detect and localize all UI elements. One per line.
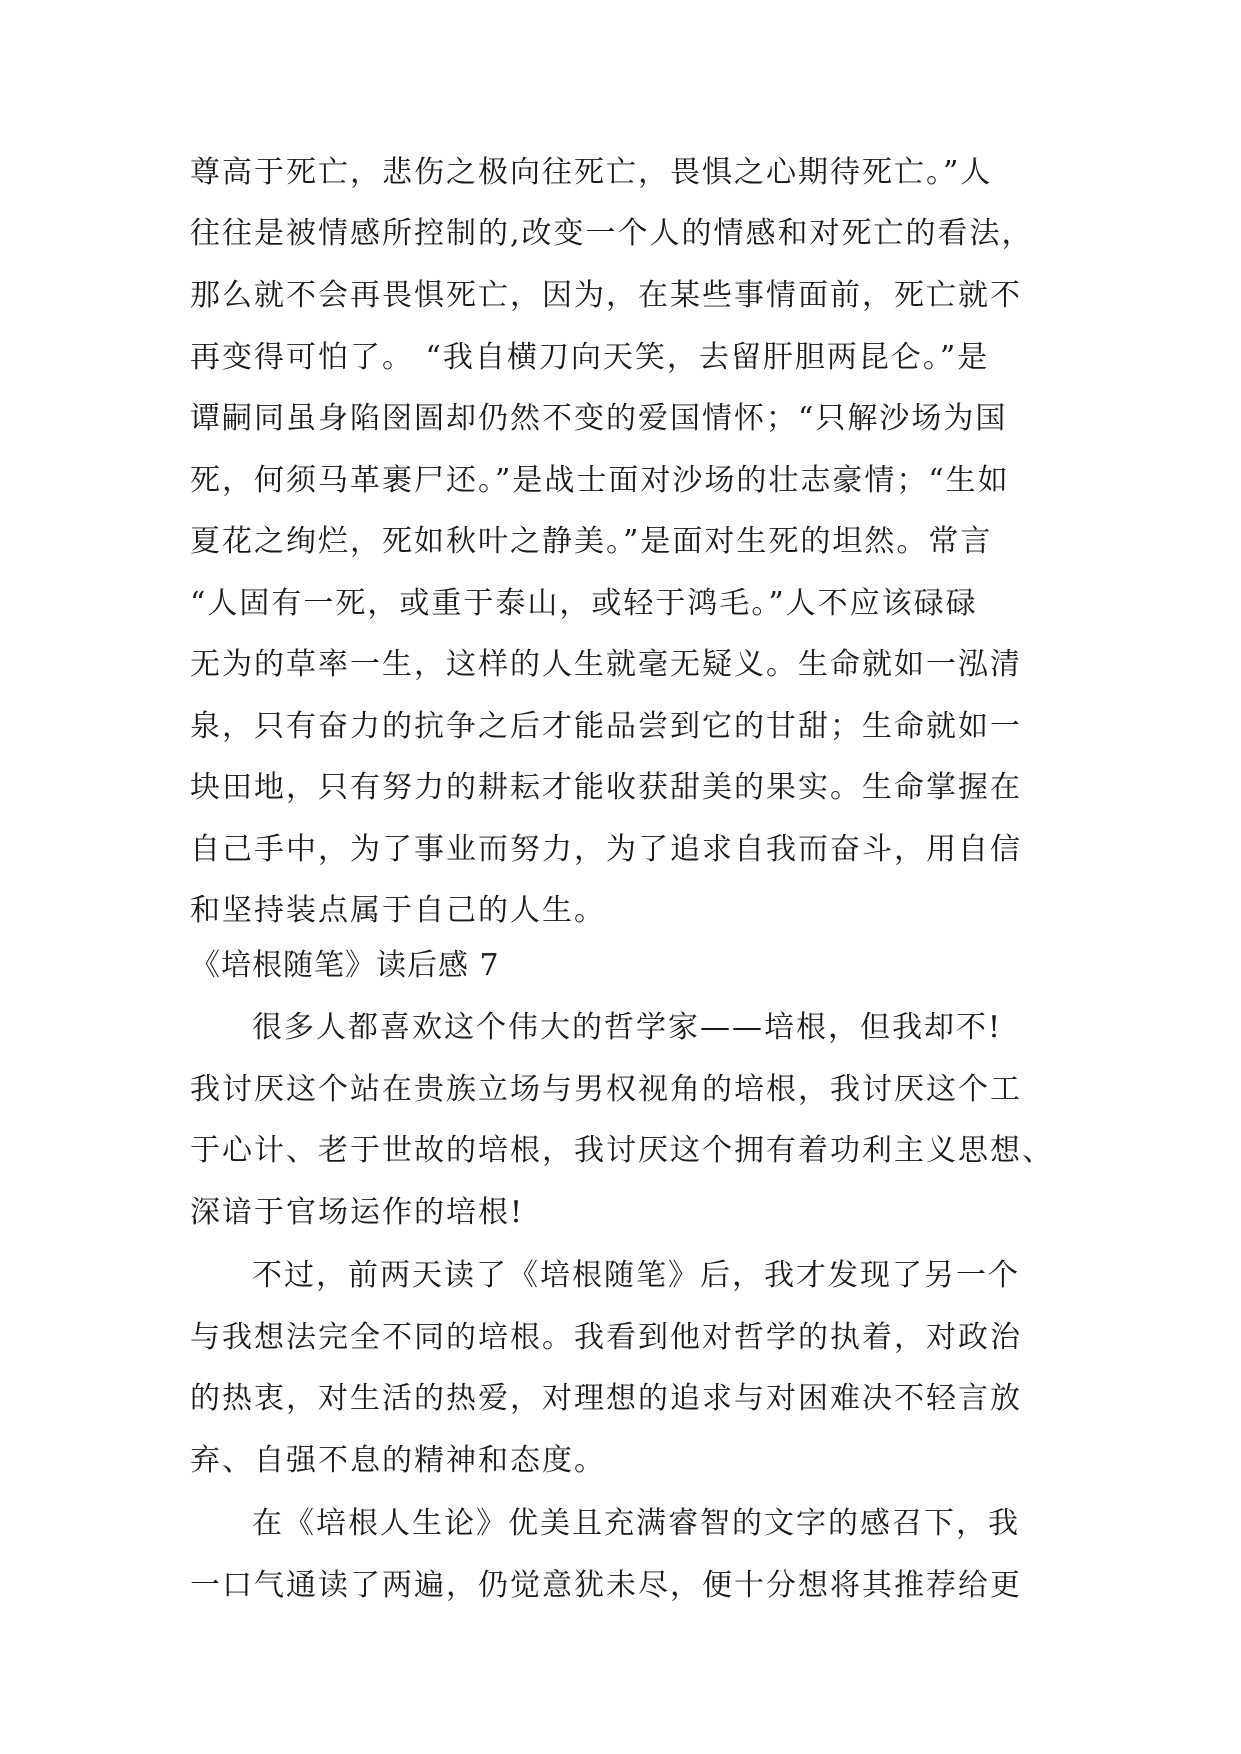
text-line: 于心计、老于世故的培根，我讨厌这个拥有着功利主义思想、 (190, 1133, 1054, 1168)
text-line: “人固有一死，或重于泰山，或轻于鸿毛。”人不应该碌碌 (190, 586, 978, 621)
text-line: 谭嗣同虽身陷囹圄却仍然不变的爱国情怀；“只解沙场为国 (190, 401, 1008, 436)
text-line: 在《培根人生论》优美且充满睿智的文字的感召下，我 (252, 1506, 1020, 1541)
text-line: 很多人都喜欢这个伟大的哲学家——培根，但我却不! (252, 1010, 1003, 1045)
text-line: 死，何须马革裹尸还。”是战士面对沙场的壮志豪情；“生如 (190, 463, 1010, 498)
text-line: 往往是被情感所控制的,改变一个人的情感和对死亡的看法， (190, 216, 1034, 251)
text-line: 我讨厌这个站在贵族立场与男权视角的培根，我讨厌这个工 (190, 1072, 1022, 1107)
text-line: 弃、自强不息的精神和态度。 (190, 1443, 606, 1478)
text-line: 那么就不会再畏惧死亡，因为，在某些事情面前，死亡就不 (190, 278, 1022, 313)
text-line: 不过，前两天读了《培根随笔》后，我才发现了另一个 (252, 1258, 1020, 1293)
text-line: 再变得可怕了。 “我自横刀向天笑，去留肝胆两昆仑。”是 (190, 340, 990, 375)
text-line: 深谙于官场运作的培根! (190, 1195, 525, 1230)
text-line: 尊高于死亡，悲伤之极向往死亡，畏惧之心期待死亡。”人 (190, 155, 993, 190)
text-line: 和坚持装点属于自己的人生。 (190, 893, 606, 928)
section-heading: 《培根随笔》读后感 7 (190, 948, 500, 983)
text-line: 无为的草率一生，这样的人生就毫无疑义。生命就如一泓清 (190, 647, 1022, 682)
text-line: 自己手中，为了事业而努力，为了追求自我而奋斗，用自信 (190, 832, 1022, 867)
text-line: 的热衷，对生活的热爱，对理想的追求与对困难决不轻言放 (190, 1381, 1022, 1416)
text-line: 块田地，只有努力的耕耘才能收获甜美的果实。生命掌握在 (190, 770, 1022, 805)
text-line: 泉，只有奋力的抗争之后才能品尝到它的甘甜；生命就如一 (190, 709, 1022, 744)
text-line: 与我想法完全不同的培根。我看到他对哲学的执着，对政治 (190, 1320, 1022, 1355)
text-line: 一口气通读了两遍，仍觉意犹未尽，便十分想将其推荐给更 (190, 1568, 1022, 1603)
text-line: 夏花之绚烂，死如秋叶之静美。”是面对生死的坦然。常言 (190, 524, 993, 559)
